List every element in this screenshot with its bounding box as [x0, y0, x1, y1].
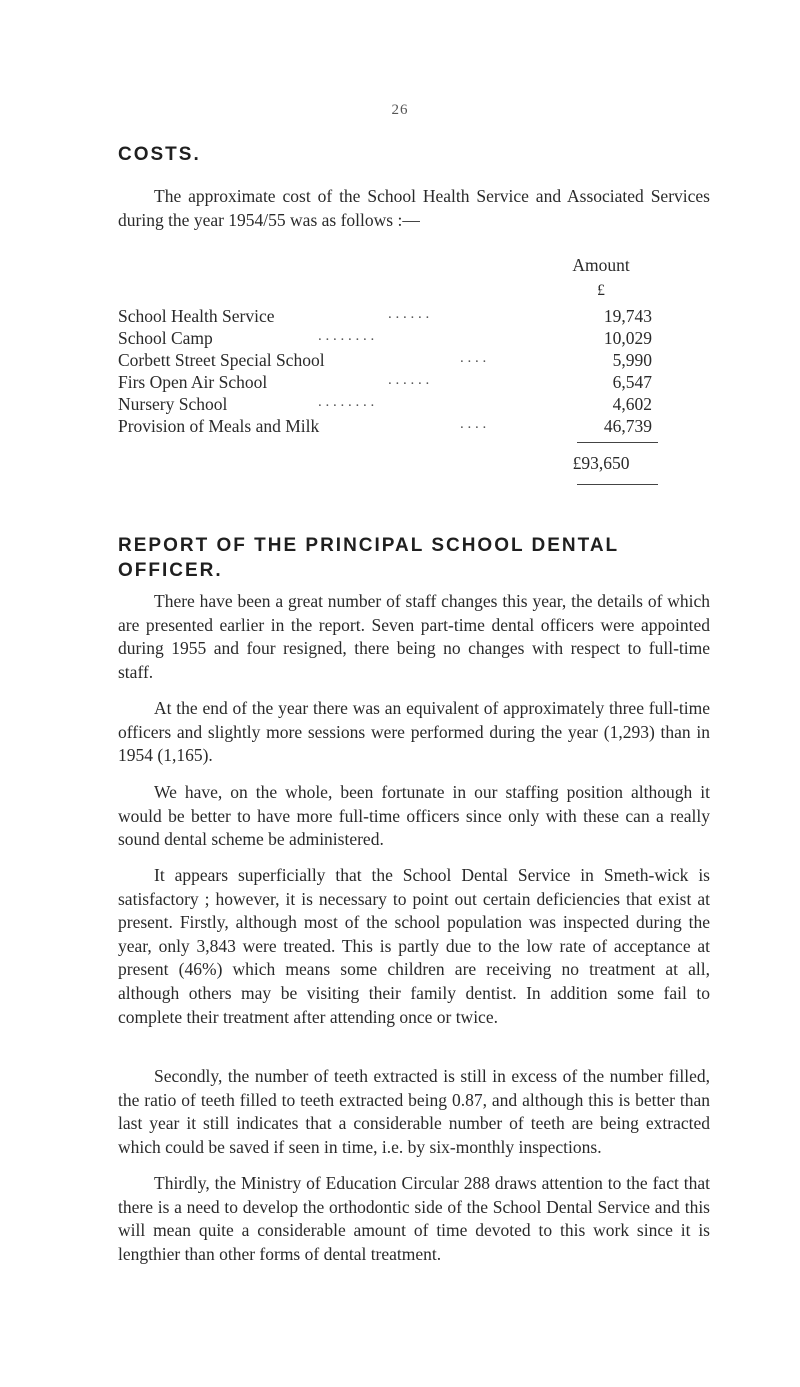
cost-row-value: 19,743: [603, 306, 652, 326]
cost-row-leader: . . . . . . . .: [318, 328, 375, 344]
report-paragraph: It appears superficially that the School Dental Service in Smeth-wick is satisfactory ; however, it is necessary to point out certain deficiencies that exist at present. Firstly, although most of the school population was inspected during the year, only 3,843 were treated. This is partly due to the low rate of acceptance at present (46%) which means some children are receiving no treatment at all, although others may be visiting their family dentist. In addition some fail to complete their treatment after attending once or twice.: [118, 865, 710, 1027]
cost-row-value: 10,029: [603, 328, 652, 348]
report-heading: REPORT OF THE PRINCIPAL SCHOOL DENTAL OFFICER.: [118, 535, 619, 581]
cost-row-leader: . . . . . . . .: [318, 394, 375, 410]
cost-row: [118, 328, 652, 350]
cost-row: [118, 350, 652, 372]
cost-row: [118, 416, 652, 438]
cost-row-label: Nursery School: [118, 394, 228, 414]
cost-row-leader: . . . . . .: [388, 372, 430, 388]
costs-heading: COSTS.: [118, 144, 201, 165]
page-number: 26: [391, 102, 409, 118]
cost-total: £93,650: [572, 453, 630, 473]
costs-intro: The approximate cost of the School Health Service and Associated Services during the year 1954/55 was as follows :—: [118, 186, 710, 230]
cost-row-value: 6,547: [612, 372, 652, 392]
cost-row-value: 5,990: [612, 350, 652, 370]
cost-row: [118, 394, 652, 416]
cost-row-label: School Camp: [118, 328, 213, 348]
total-bottom-rule: [577, 484, 658, 485]
cost-row-label: Firs Open Air School: [118, 372, 268, 392]
report-paragraph: We have, on the whole, been fortunate in our staffing position although it would be better to have more full-time officers since only with these can a really sound dental scheme be administered.: [118, 782, 710, 850]
cost-row-value: 46,739: [603, 416, 652, 436]
cost-row-leader: . . . .: [460, 350, 487, 366]
cost-row-label: School Health Service: [118, 306, 275, 326]
report-paragraph: Secondly, the number of teeth extracted is still in excess of the number filled, the ratio of teeth filled to teeth extracted being 0.87, and although this is better than last year it still indicates that a considerable number of teeth are being extracted which could be saved if seen in time, i.e. by six-monthly inspections.: [118, 1066, 710, 1157]
report-paragraph: There have been a great number of staff changes this year, the details of which are presented earlier in the report. Seven part-time dental officers were appointed during 1955 and four resigned, there being no changes with respect to full-time staff.: [118, 591, 710, 682]
report-paragraph: At the end of the year there was an equivalent of approximately three full-time officers and slightly more sessions were performed during the year (1,293) than in 1954 (1,165).: [118, 698, 710, 766]
cost-row: [118, 306, 652, 328]
cost-row-label: Provision of Meals and Milk: [118, 416, 320, 436]
currency-column-header: £: [597, 282, 605, 299]
total-top-rule: [577, 442, 658, 443]
cost-row-value: 4,602: [612, 394, 652, 414]
report-paragraph: Thirdly, the Ministry of Education Circular 288 draws attention to the fact that there is a need to develop the orthodontic side of the School Dental Service and this will mean quite a considerable amount of time devoted to this work since it is lengthier than other forms of dental treatment.: [118, 1173, 710, 1264]
cost-row-leader: . . . . . .: [388, 306, 430, 322]
amount-column-header: Amount: [572, 255, 630, 275]
cost-row-label: Corbett Street Special School: [118, 350, 325, 370]
cost-row-leader: . . . .: [460, 416, 487, 432]
cost-row: [118, 372, 652, 394]
